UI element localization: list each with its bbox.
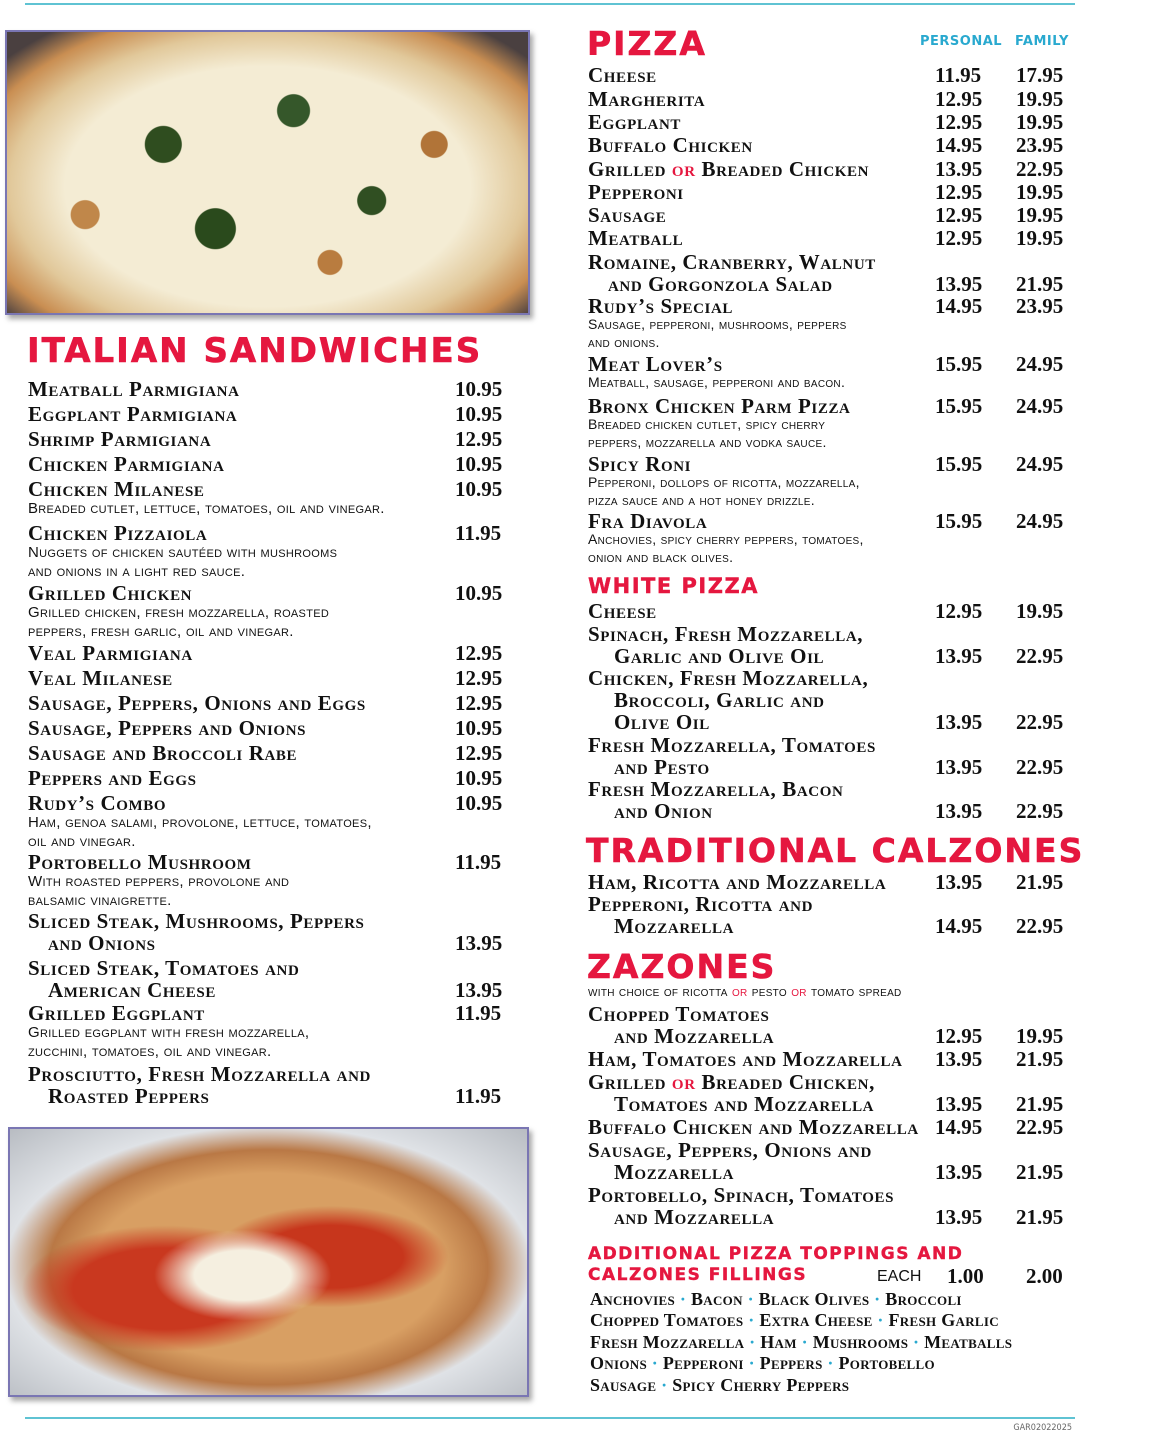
white-pizza-name: Cheese [588, 599, 657, 623]
sandwich-name: Portobello Mushroom [28, 850, 252, 874]
sandwich-price: 12.95 [455, 691, 503, 715]
pizza-description: and onions. [588, 334, 660, 350]
sandwich-name: Meatball Parmigiana [28, 377, 240, 401]
sandwich-description: With roasted peppers, provolone and [28, 873, 290, 890]
white-pizza-name: Broccoli, Garlic and [614, 688, 825, 712]
zazone-name: and Mozzarella [614, 1205, 775, 1229]
bullet-separator: · [744, 1332, 761, 1352]
sandwich-price: 13.95 [455, 931, 503, 955]
family-price: 22.95 [1016, 1115, 1064, 1139]
family-price: 21.95 [1016, 272, 1064, 296]
topping-item: Extra Cheese [759, 1310, 873, 1330]
family-price: 22.95 [1016, 914, 1064, 938]
topping-item: Anchovies [590, 1289, 676, 1309]
personal-price: 15.95 [935, 394, 983, 418]
family-price: 21.95 [1016, 1092, 1064, 1116]
white-pizza-name: Chicken, Fresh Mozzarella, [588, 666, 869, 690]
white-pizza-name: Fresh Mozzarella, Tomatoes [588, 733, 876, 757]
toppings-title-line1: ADDITIONAL PIZZA TOPPINGS AND [588, 1244, 964, 1264]
pizza-description: onion and black olives. [588, 549, 734, 565]
pizza-name: Sausage [588, 203, 667, 227]
pizza-name [588, 159, 869, 180]
sandwich-price: 10.95 [455, 452, 503, 476]
white-pizza-name: Garlic and Olive Oil [614, 644, 825, 668]
sandwich-price: 13.95 [455, 978, 503, 1002]
toppings-title-line2: CALZONES FILLINGS [588, 1265, 808, 1285]
pizza-description: Meatball, sausage, pepperoni and bacon. [588, 374, 846, 390]
sandwich-name: Sliced Steak, Tomatoes and [28, 956, 300, 980]
white-pizza-name: and Onion [614, 799, 713, 823]
family-price: 19.95 [1016, 110, 1064, 134]
bottom-rule [25, 1417, 1075, 1419]
family-price: 21.95 [1016, 1205, 1064, 1229]
sandwich-name: Roasted Peppers [48, 1084, 210, 1108]
sandwich-description: Grilled chicken, fresh mozzarella, roasted [28, 604, 330, 621]
sandwich-price: 10.95 [455, 581, 503, 605]
zazone-name: Buffalo Chicken and Mozzarella [588, 1115, 919, 1139]
sandwich-name: Shrimp Parmigiana [28, 427, 212, 451]
sandwich-name: Veal Parmigiana [28, 641, 193, 665]
family-price: 19.95 [1016, 1024, 1064, 1048]
sandwich-description: zucchini, tomatoes, oil and vinegar. [28, 1043, 272, 1060]
topping-item: Portobello [838, 1353, 935, 1373]
personal-price: 14.95 [935, 133, 983, 157]
pizza-description: Anchovies, spicy cherry peppers, tomatoes, [588, 531, 864, 547]
family-price: 22.95 [1016, 644, 1064, 668]
personal-price: 15.95 [935, 509, 983, 533]
white-pizza-name: Spinach, Fresh Mozzarella, [588, 622, 864, 646]
sandwich-name: Prosciutto, Fresh Mozzarella and [28, 1062, 371, 1086]
personal-price: 13.95 [935, 1092, 983, 1116]
toppings-each-label: EACH [877, 1268, 922, 1285]
pizza-name: Cheese [588, 63, 657, 87]
sandwich-name: Chicken Milanese [28, 477, 205, 501]
family-price: 22.95 [1016, 799, 1064, 823]
personal-price: 14.95 [935, 294, 983, 318]
personal-price: 13.95 [935, 1160, 983, 1184]
bullet-separator: · [675, 1289, 691, 1309]
sandwich-name: Grilled Eggplant [28, 1001, 205, 1025]
calzone-name: Mozzarella [614, 914, 735, 938]
zazone-name: Mozzarella [614, 1160, 735, 1184]
bullet-separator: · [743, 1310, 760, 1330]
sandwich-price: 11.95 [455, 521, 502, 545]
sandwich-name: Peppers and Eggs [28, 766, 197, 790]
topping-item: Fresh Garlic [888, 1310, 999, 1330]
sandwich-description: Ham, genoa salami, provolone, lettuce, tomatoes, [28, 814, 372, 831]
bullet-separator: · [656, 1375, 673, 1395]
personal-price: 12.95 [935, 180, 983, 204]
family-price: 24.95 [1016, 394, 1064, 418]
pizza-description: Sausage, pepperoni, mushrooms, peppers [588, 316, 847, 332]
family-price: 19.95 [1016, 180, 1064, 204]
family-price: 19.95 [1016, 87, 1064, 111]
personal-price: 12.95 [935, 226, 983, 250]
zazones-subtitle-part: tomato spread [811, 983, 902, 999]
top-rule [25, 3, 1075, 5]
pizza-description: Pepperoni, dollops of ricotta, mozzarella, [588, 474, 860, 490]
toppings-row [590, 1354, 935, 1372]
sandwich-name: and Onions [48, 931, 156, 955]
family-price: 24.95 [1016, 352, 1064, 376]
personal-price: 12.95 [935, 1024, 983, 1048]
sandwich-name: Sliced Steak, Mushrooms, Peppers [28, 909, 365, 933]
topping-item: Chopped Tomatoes [590, 1310, 744, 1330]
personal-price: 12.95 [935, 87, 983, 111]
pizza-name: Romaine, Cranberry, Walnut [588, 250, 876, 274]
family-price: 19.95 [1016, 226, 1064, 250]
personal-price: 13.95 [935, 272, 983, 296]
toppings-personal-price: 1.00 [947, 1264, 984, 1288]
personal-price: 13.95 [935, 755, 983, 779]
sandwich-name: Grilled Chicken [28, 581, 193, 605]
pizza-name: Eggplant [588, 110, 681, 134]
sandwich-price: 10.95 [455, 791, 503, 815]
pizza-name: Buffalo Chicken [588, 133, 753, 157]
topping-item: Spicy Cherry Peppers [672, 1375, 850, 1395]
family-price: 17.95 [1016, 63, 1064, 87]
calzones-title: TRADITIONAL CALZONES [586, 831, 1085, 870]
sandwich-price: 12.95 [455, 641, 503, 665]
family-price: 24.95 [1016, 452, 1064, 476]
personal-price: 12.95 [935, 203, 983, 227]
white-pizza-name: Olive Oil [614, 710, 710, 734]
sandwich-name: Chicken Pizzaiola [28, 521, 208, 545]
pizza-name: Rudy’s Special [588, 294, 734, 318]
sandwich-name: American Cheese [48, 978, 216, 1002]
personal-price: 13.95 [935, 1205, 983, 1229]
zazone-name: Ham, Tomatoes and Mozzarella [588, 1047, 903, 1071]
sandwich-name: Sausage, Peppers and Onions [28, 716, 307, 740]
personal-price: 13.95 [935, 157, 983, 181]
family-price: 22.95 [1016, 157, 1064, 181]
pizza-name: and Gorgonzola Salad [608, 272, 833, 296]
family-price: 21.95 [1016, 870, 1064, 894]
personal-price: 15.95 [935, 352, 983, 376]
sandwich-price: 12.95 [455, 427, 503, 451]
family-column-header: FAMILY [1015, 34, 1069, 49]
or-word: or [671, 157, 696, 181]
zazone-name [588, 1072, 875, 1093]
family-price: 21.95 [1016, 1047, 1064, 1071]
sandwich-description: Grilled eggplant with fresh mozzarella, [28, 1024, 310, 1041]
pizza-photo [5, 30, 530, 315]
topping-item: Peppers [759, 1353, 823, 1373]
sandwich-description: oil and vinegar. [28, 833, 136, 850]
personal-price: 12.95 [935, 599, 983, 623]
sandwich-description: Nuggets of chicken sautéed with mushrooms [28, 544, 338, 561]
white-pizza-title: WHITE PIZZA [588, 574, 759, 598]
zazone-name: Chopped Tomatoes [588, 1002, 770, 1026]
family-price: 22.95 [1016, 710, 1064, 734]
sandwich-photo [8, 1127, 529, 1397]
italian-sandwiches-title: ITALIAN SANDWICHES [27, 331, 483, 371]
personal-price: 12.95 [935, 110, 983, 134]
calzone-name: Ham, Ricotta and Mozzarella [588, 870, 887, 894]
pizza-name: Bronx Chicken Parm Pizza [588, 394, 851, 418]
zazone-name: Sausage, Peppers, Onions and [588, 1138, 872, 1162]
personal-price: 13.95 [935, 710, 983, 734]
zazones-subtitle [588, 983, 902, 1000]
topping-item: Bacon [690, 1289, 743, 1309]
toppings-row [590, 1290, 962, 1308]
toppings-row [590, 1333, 1012, 1351]
bullet-separator: · [872, 1310, 889, 1330]
personal-price: 14.95 [935, 914, 983, 938]
sandwich-price: 12.95 [455, 741, 503, 765]
zazones-subtitle-part: pesto [751, 983, 787, 999]
footer-code: GAR02022025 [1013, 1423, 1072, 1433]
pizza-name: Meat Lover’s [588, 352, 723, 376]
pizza-name: Margherita [588, 87, 706, 111]
pizza-name: Spicy Roni [588, 452, 692, 476]
zazones-subtitle-part: with choice of ricotta [588, 983, 728, 999]
calzone-name: Pepperoni, Ricotta and [588, 892, 814, 916]
zazone-name-part: Breaded Chicken, [701, 1070, 875, 1094]
personal-column-header: PERSONAL [920, 34, 1003, 49]
sandwich-price: 10.95 [455, 477, 503, 501]
bullet-separator: · [869, 1289, 886, 1309]
sandwich-name: Eggplant Parmigiana [28, 402, 238, 426]
sandwich-price: 11.95 [455, 1001, 502, 1025]
pizza-description: Breaded chicken cutlet, spicy cherry [588, 416, 826, 432]
white-pizza-name: Fresh Mozzarella, Bacon [588, 777, 844, 801]
pizza-name: Fra Diavola [588, 509, 708, 533]
white-pizza-name: and Pesto [614, 755, 710, 779]
sandwich-price: 11.95 [455, 850, 502, 874]
personal-price: 15.95 [935, 452, 983, 476]
bullet-separator: · [742, 1289, 759, 1309]
bullet-separator: · [646, 1353, 663, 1373]
sandwich-description: peppers, fresh garlic, oil and vinegar. [28, 623, 294, 640]
bullet-separator: · [908, 1332, 925, 1352]
topping-item: Broccoli [885, 1289, 962, 1309]
personal-price: 14.95 [935, 1115, 983, 1139]
or-word: or [731, 983, 748, 999]
or-word: or [791, 983, 807, 999]
sandwich-price: 11.95 [455, 1084, 502, 1108]
personal-price: 13.95 [935, 644, 983, 668]
pizza-title: PIZZA [587, 24, 707, 63]
pizza-description: pizza sauce and a hot honey drizzle. [588, 492, 815, 508]
personal-price: 13.95 [935, 870, 983, 894]
topping-item: Pepperoni [662, 1353, 744, 1373]
zazone-name-part: Grilled [588, 1070, 667, 1094]
sandwich-price: 12.95 [455, 666, 503, 690]
sandwich-name: Rudy’s Combo [28, 791, 167, 815]
pizza-name: Pepperoni [588, 180, 684, 204]
sandwich-price: 10.95 [455, 716, 503, 740]
topping-item: Onions [590, 1353, 647, 1373]
family-price: 22.95 [1016, 755, 1064, 779]
zazone-name: and Mozzarella [614, 1024, 775, 1048]
bullet-separator: · [743, 1353, 760, 1373]
family-price: 21.95 [1016, 1160, 1064, 1184]
topping-item: Fresh Mozzarella [590, 1332, 745, 1352]
toppings-row [590, 1311, 999, 1329]
sandwich-name: Veal Milanese [28, 666, 173, 690]
topping-item: Ham [760, 1332, 797, 1352]
family-price: 24.95 [1016, 509, 1064, 533]
bullet-separator: · [822, 1353, 839, 1373]
topping-item: Sausage [590, 1375, 657, 1395]
sandwich-price: 10.95 [455, 766, 503, 790]
zazones-title: ZAZONES [587, 947, 777, 986]
sandwich-name: Chicken Parmigiana [28, 452, 225, 476]
toppings-row [590, 1376, 849, 1394]
family-price: 23.95 [1016, 133, 1064, 157]
pizza-name-part: Breaded Chicken [701, 157, 870, 181]
personal-price: 13.95 [935, 1047, 983, 1071]
sandwich-price: 10.95 [455, 377, 503, 401]
topping-item: Black Olives [758, 1289, 870, 1309]
zazone-name: Tomatoes and Mozzarella [614, 1092, 875, 1116]
pizza-description: peppers, mozzarella and vodka sauce. [588, 434, 827, 450]
personal-price: 13.95 [935, 799, 983, 823]
personal-price: 11.95 [935, 63, 982, 87]
or-word: or [671, 1070, 696, 1094]
sandwich-name: Sausage and Broccoli Rabe [28, 741, 298, 765]
sandwich-description: and onions in a light red sauce. [28, 563, 246, 580]
sandwich-price: 10.95 [455, 402, 503, 426]
sandwich-description: balsamic vinaigrette. [28, 892, 172, 909]
family-price: 19.95 [1016, 599, 1064, 623]
pizza-name: Meatball [588, 226, 684, 250]
toppings-family-price: 2.00 [1026, 1264, 1063, 1288]
topping-item: Meatballs [924, 1332, 1013, 1352]
pizza-name-part: Grilled [588, 157, 667, 181]
topping-item: Mushrooms [812, 1332, 909, 1352]
bullet-separator: · [796, 1332, 813, 1352]
zazone-name: Portobello, Spinach, Tomatoes [588, 1183, 895, 1207]
family-price: 23.95 [1016, 294, 1064, 318]
family-price: 19.95 [1016, 203, 1064, 227]
sandwich-description: Breaded cutlet, lettuce, tomatoes, oil and vinegar. [28, 500, 385, 517]
sandwich-name: Sausage, Peppers, Onions and Eggs [28, 691, 366, 715]
